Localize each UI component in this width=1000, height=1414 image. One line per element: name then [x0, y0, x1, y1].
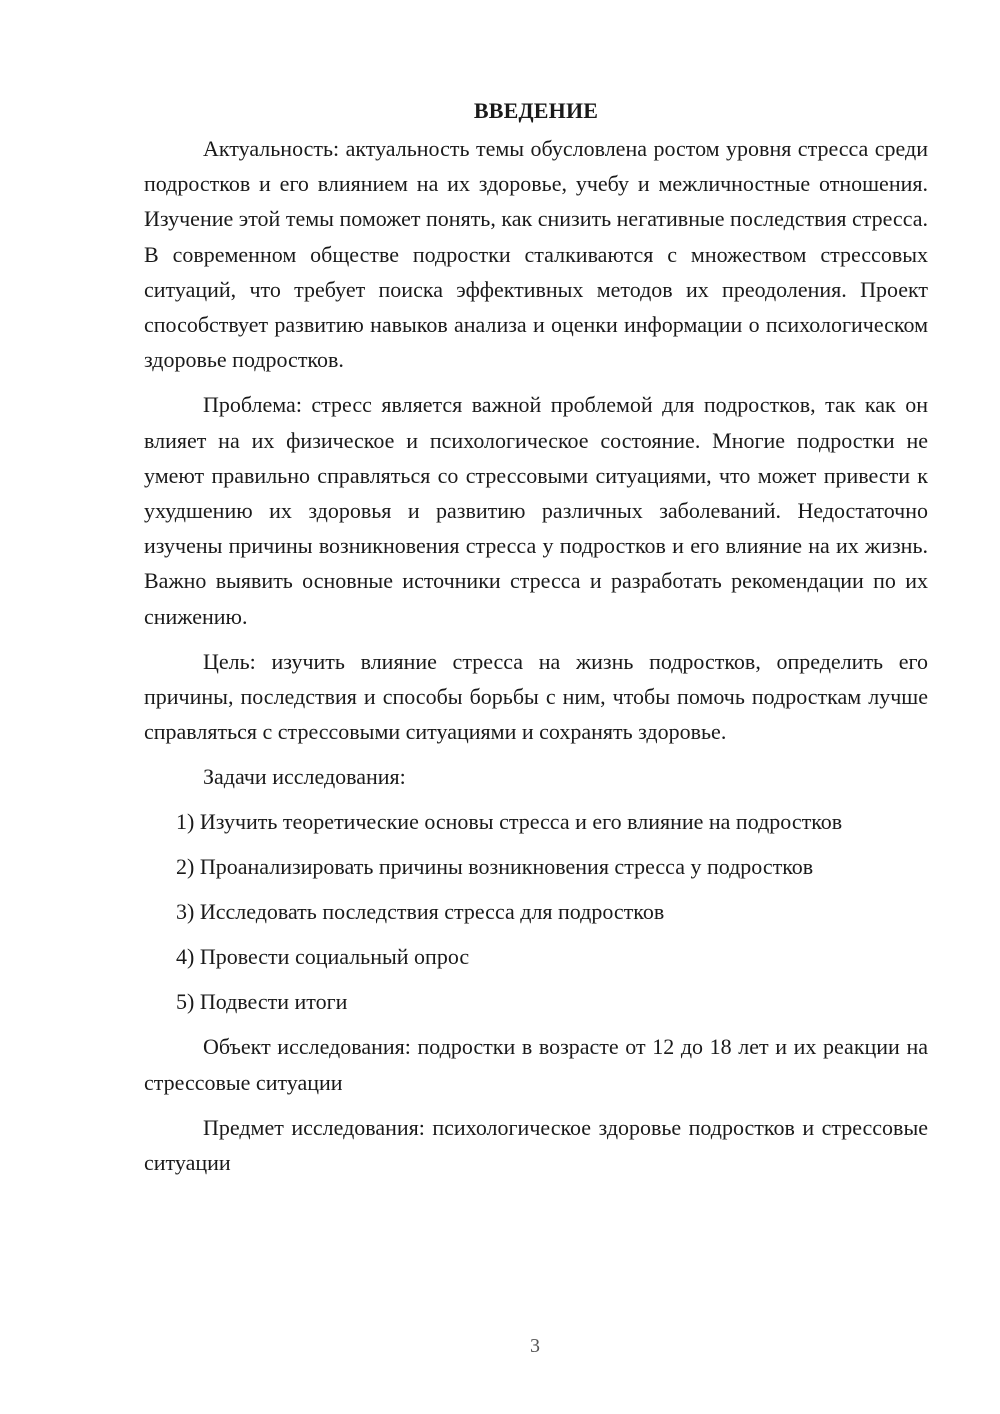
problem-paragraph: Проблема: стресс является важной проблемой для подростков, так как он влияет на их физическое и психологическое состояние. Многие подростки не умеют правильно справляться со стрессовыми ситуациями, что может привести к ухудшению их здоровья и развитию различных заболеваний. Недостаточно изучены причины возникновения стресса у подростков и его влияние на их жизнь. Важно выявить основные источники стресса и разработать рекомендации по их снижению.	[144, 392, 928, 629]
goal-paragraph: Цель: изучить влияние стресса на жизнь подростков, определить его причины, последствия и способы борьбы с ним, чтобы помочь подросткам лучше справляться с стрессовыми ситуациями и сохранять здоровье.	[144, 648, 928, 745]
relevance-paragraph: Актуальность: актуальность темы обусловлена ростом уровня стресса среди подростков и его влиянием на их здоровье, учебу и межличностные отношения. Изучение этой темы поможет понять, как снизить негативные последствия стресса. В современном обществе подростки сталкиваются с множеством стрессовых ситуаций, что требует поиска эффективных методов их преодоления. Проект способствует развитию навыков анализа и оценки информации о психологическом здоровье подростков.	[144, 136, 928, 373]
research-subject-paragraph: Предмет исследования: психологическое здоровье подростков и стрессовые ситуации	[144, 1114, 928, 1176]
page-number: 3	[530, 1335, 540, 1357]
task-item: 3) Исследовать последствия стресса для подростков	[176, 899, 665, 925]
task-item: 4) Провести социальный опрос	[176, 944, 470, 970]
section-heading: ВВЕДЕНИЕ	[473, 98, 599, 123]
task-item: 1) Изучить теоретические основы стресса и его влияние на подростков	[176, 809, 843, 835]
tasks-title: Задачи исследования:	[203, 764, 406, 790]
task-list	[144, 804, 928, 1019]
task-item: 5) Подвести итоги	[176, 989, 348, 1015]
task-item: 2) Проанализировать причины возникновения стресса у подростков	[176, 854, 814, 880]
research-object-paragraph: Объект исследования: подростки в возрасте от 12 до 18 лет и их реакции на стрессовые ситуации	[144, 1034, 928, 1095]
page-content	[144, 94, 928, 1180]
